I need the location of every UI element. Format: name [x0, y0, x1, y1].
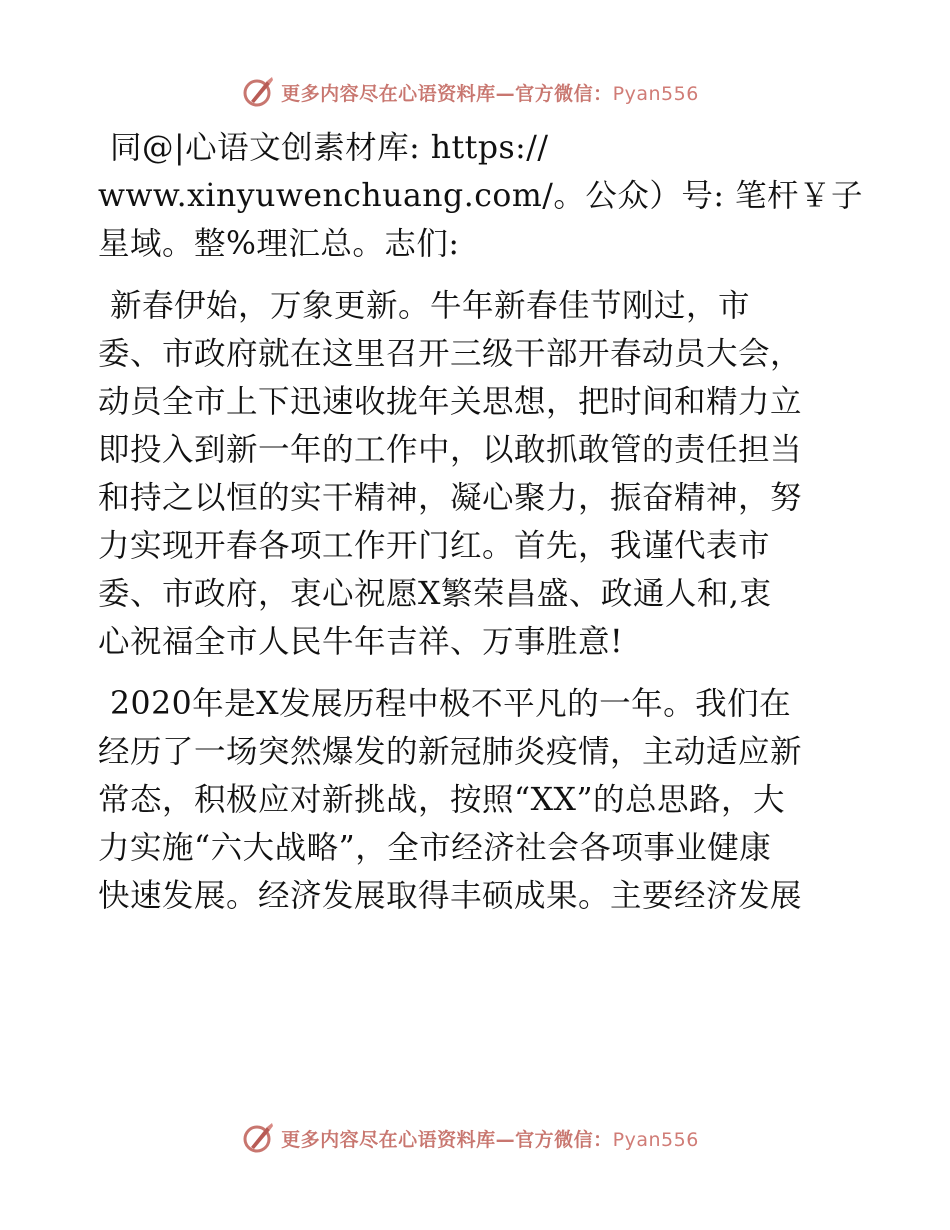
text-line: 2020年是X发展历程中极不平凡的一年。我们在 [110, 686, 792, 722]
document-body [98, 124, 863, 934]
text-line: 动员全市上下迅速收拢年关思想，把时间和精力立 [98, 384, 803, 420]
text-line: www.xinyuwenchuang.com/。公众）号: 笔杆￥子 [98, 178, 863, 214]
text-line: 委、市政府，衷心祝愿X繁荣昌盛、政通人和,衷 [98, 576, 772, 612]
text-line: 和持之以恒的实干精神，凝心聚力，振奋精神，努 [98, 480, 803, 516]
text-line: 力实施“六大战略”，全市经济社会各项事业健康 [98, 830, 772, 866]
text-line: 星域。整%理汇总。志们: [98, 226, 460, 262]
pen-logo-icon [241, 1121, 275, 1155]
footer-watermark [0, 1118, 950, 1158]
paragraph-intro [98, 124, 863, 268]
text-line: 心祝福全市人民牛年吉祥、万事胜意! [98, 624, 624, 660]
text-line: 同@|心语文创素材库: https:// [110, 130, 549, 166]
paragraph-greeting [98, 282, 858, 666]
watermark-text: 更多内容尽在心语资料库—官方微信：Pyan556 [281, 1128, 699, 1151]
text-line: 常态，积极应对新挑战，按照“XX”的总思路，大 [98, 782, 786, 818]
watermark-text: 更多内容尽在心语资料库—官方微信：Pyan556 [281, 82, 699, 105]
text-line: 经历了一场突然爆发的新冠肺炎疫情，主动适应新 [98, 734, 803, 770]
header-watermark [0, 72, 950, 112]
paragraph-review-2020 [98, 680, 858, 920]
text-line: 新春伊始，万象更新。牛年新春佳节刚过，市 [110, 288, 751, 324]
pen-logo-icon [241, 75, 275, 109]
text-line: 即投入到新一年的工作中，以敢抓敢管的责任担当 [98, 432, 803, 468]
text-line: 力实现开春各项工作开门红。首先，我谨代表市 [98, 528, 771, 564]
text-line: 委、市政府就在这里召开三级干部开春动员大会， [98, 336, 803, 372]
text-line: 快速发展。经济发展取得丰硕成果。主要经济发展 [98, 878, 803, 914]
